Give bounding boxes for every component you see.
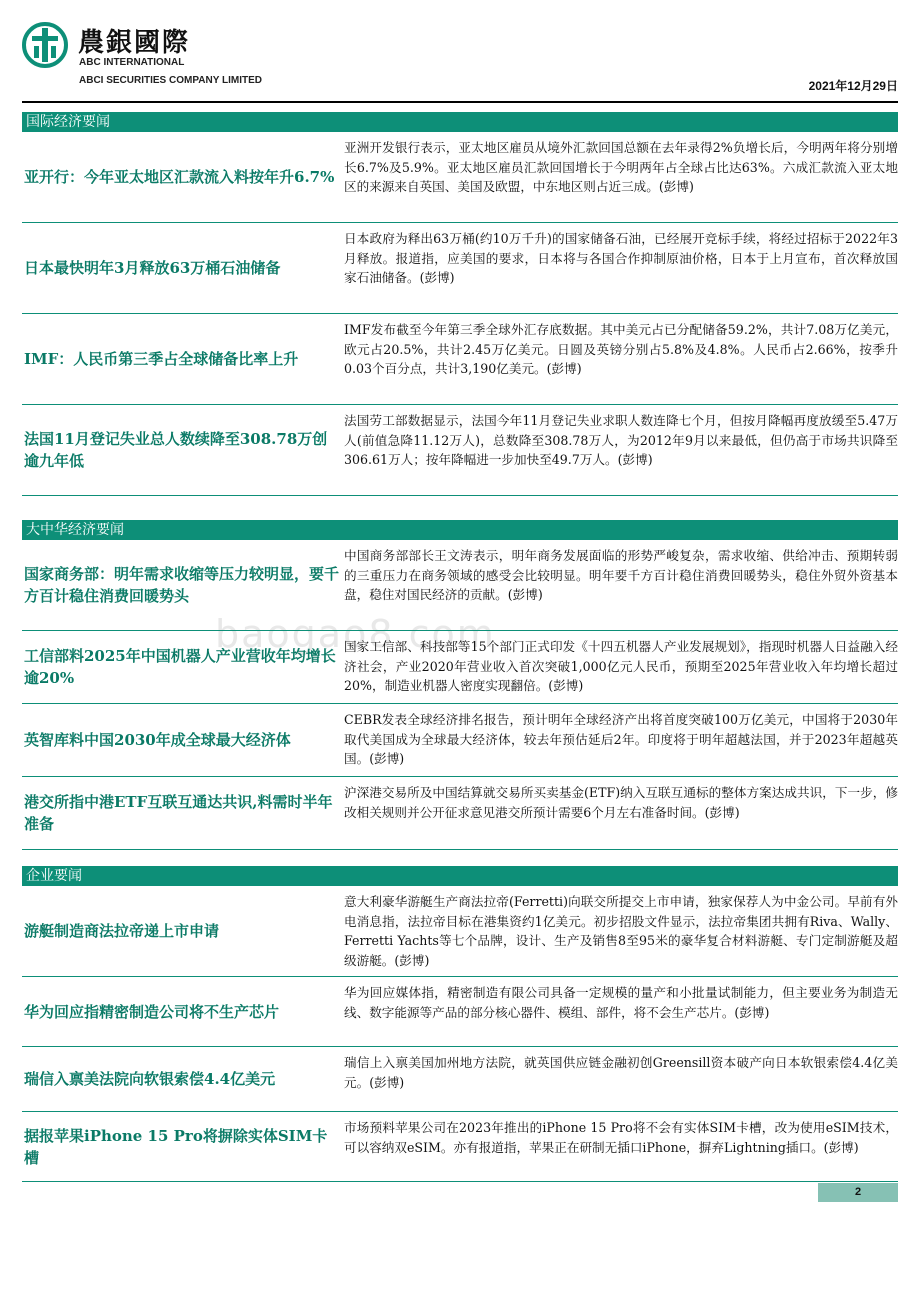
news-item [22, 886, 898, 977]
section-title: 企业要闻 [22, 866, 898, 886]
news-body: 法国劳工部数据显示，法国今年11月登记失业求职人数连降七个月，但按月降幅再度放缓至5.47万人(前值急降11.12万人)，总数降至308.78万人，为2012年9月以来最低，但仍高于市场共识降至306.61万人；按年降幅进一步加快至49.7万人。(彭博) [344, 413, 898, 467]
news-headline: 瑞信入禀美法院向软银索偿4.4亿美元 [24, 1070, 276, 1088]
page-number: 2 [818, 1183, 898, 1202]
news-headline: 法国11月登记失业总人数续降至308.78万创逾九年低 [24, 430, 328, 470]
news-body: 意大利豪华游艇生产商法拉帝(Ferretti)向联交所提交上市申请，独家保荐人为中金公司。早前有外电消息指，法拉帝目标在港集资约1亿美元。初步招股文件显示，法拉帝集团共拥有Riva、Wally、Ferretti Yachts等七个品牌，设计、生产及销售8至95米的豪华复合材料游艇、专门定制游艇及超级游艇。(彭博) [344, 894, 898, 968]
abc-logo-icon [22, 22, 68, 68]
header-divider [22, 101, 898, 103]
news-headline: 据报苹果iPhone 15 Pro将摒除实体SIM卡槽 [24, 1126, 328, 1167]
news-body: 日本政府为释出63万桶(约10万千升)的国家储备石油，已经展开竞标手续，将经过招标于2022年3月释放。报道指，应美国的要求，日本将与各国合作抑制原油价格，日本于上月宣布，首次释放国家石油储备。(彭博) [344, 231, 898, 285]
watermark: baogao8.com [215, 612, 496, 656]
news-body: 亚洲开发银行表示，亚太地区雇员从境外汇款回国总额在去年录得2%负增长后，今明两年将分别增长6.7%及5.9%。亚太地区雇员汇款回国增长于今明两年占全球占比达63%。六成汇款流入亚太地区的来源来自英国、美国及欧盟，中东地区则占近三成。(彭博) [344, 140, 898, 194]
news-headline: 英智库料中国2030年成全球最大经济体 [24, 731, 291, 749]
news-body: 华为回应媒体指，精密制造有限公司具备一定规模的量产和小批量试制能力，但主要业务为制造无线、数字能源等产品的部分核心器件、模组、部件，将不会生产芯片。(彭博) [344, 985, 898, 1020]
news-body: 瑞信上入禀美国加州地方法院，就英国供应链金融初创Greensill资本破产向日本软银索偿4.4亿美元。(彭博) [344, 1055, 898, 1090]
section-title: 大中华经济要闻 [22, 520, 898, 540]
news-item [22, 132, 898, 223]
news-item [22, 631, 898, 704]
section-corporate-news [22, 866, 898, 1182]
news-headline: 游艇制造商法拉帝递上市申请 [24, 922, 220, 940]
news-headline: 亚开行：今年亚太地区汇款流入料按年升6.7% [24, 168, 335, 186]
news-body: IMF发布截至今年第三季全球外汇存底数据。其中美元占已分配储备59.2%，共计7.08万亿美元，欧元占20.5%，共计2.45万亿美元。日圆及英镑分别占5.8%及4.8%。人民币占2.66%，按季升0.03个百分点，共计3,190亿美元。(彭博) [344, 322, 898, 376]
news-body: 中国商务部部长王文涛表示，明年商务发展面临的形势严峻复杂，需求收缩、供给冲击、预期转弱的三重压力在商务领域的感受会比较明显。明年要千方百计稳住消费回暖势头，稳住外贸外资基本盘，稳住对国民经济的贡献。(彭博) [344, 548, 898, 602]
news-item [22, 405, 898, 496]
news-item [22, 977, 898, 1047]
report-date: 2021年12月29日 [808, 79, 898, 93]
news-item [22, 777, 898, 850]
section-greater-china-economy [22, 520, 898, 850]
news-item [22, 223, 898, 314]
company-name-cn: 農銀國際 [78, 28, 191, 58]
news-headline: 华为回应指精密制造公司将不生产芯片 [24, 1002, 280, 1021]
news-body: CEBR发表全球经济排名报告，预计明年全球经济产出将首度突破100万亿美元，中国将于2030年取代美国成为全球最大经济体，较去年预估延后2年。印度将于明年超越法国，并于2023年超越英国。(彭博) [344, 712, 898, 766]
news-item [22, 314, 898, 405]
page-header [22, 20, 898, 102]
news-headline: IMF：人民币第三季占全球储备比率上升 [24, 350, 299, 368]
news-body: 沪深港交易所及中国结算就交易所买卖基金(ETF)纳入互联互通标的整体方案达成共识，下一步，修改相关规则并公开征求意见港交所预计需要6个月左右准备时间。(彭博) [344, 785, 898, 820]
news-body: 市场预料苹果公司在2023年推出的iPhone 15 Pro将不会有实体SIM卡槽，改为使用eSIM技术，可以容纳双eSIM。亦有报道指，苹果正在研制无插口iPhone，摒弃Lightning插口。(彭博) [344, 1120, 898, 1155]
company-fullname-en: ABCI SECURITIES COMPANY LIMITED [79, 75, 262, 86]
news-body: 国家工信部、科技部等15个部门正式印发《十四五机器人产业发展规划》，指现时机器人日益融入经济社会，产业2020年营业收入首次突破1,000亿元人民币，预期至2025年营业收入年均增长超过20%，制造业机器人密度实现翻倍。(彭博) [344, 639, 898, 693]
news-item [22, 704, 898, 777]
news-headline: 国家商务部：明年需求收缩等压力较明显，要千方百计稳住消费回暖势头 [24, 565, 340, 605]
section-title: 国际经济要闻 [22, 112, 898, 132]
news-item [22, 1112, 898, 1182]
company-name-en: ABC INTERNATIONAL [79, 57, 185, 68]
news-headline: 港交所指中港ETF互联互通达共识,料需时半年准备 [24, 793, 333, 833]
section-international-economy [22, 112, 898, 496]
news-headline: 日本最快明年3月释放63万桶石油储备 [24, 259, 281, 277]
news-headline: 工信部料2025年中国机器人产业营收年均增长逾20% [24, 647, 336, 687]
news-item [22, 540, 898, 631]
news-item [22, 1047, 898, 1112]
